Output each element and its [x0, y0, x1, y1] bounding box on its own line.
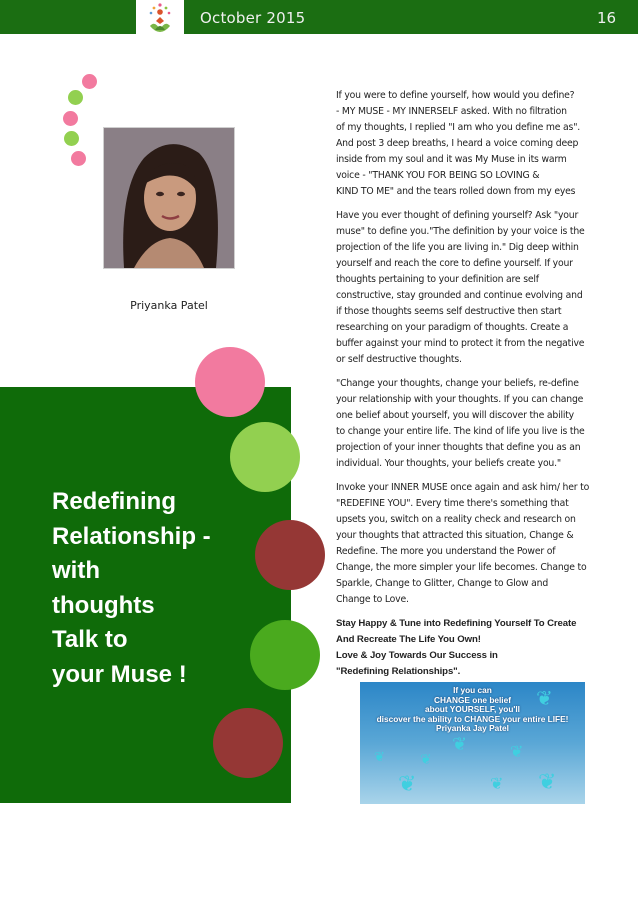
- photo-caption: Priyanka Patel: [130, 299, 208, 312]
- article-paragraph: "Change your thoughts, change your beliefs, re-define your relationship with your thoughts. If you can change one belief about yourself, you will discover the ability to change your entire life. The kind of life you live is the projection of your inner thoughts that define you as an individual. Your thoughts, your beliefs create you.": [336, 378, 585, 469]
- article-body: [336, 88, 613, 688]
- butterfly-icon: ❦: [510, 742, 524, 761]
- butterfly-icon: ❦: [452, 734, 468, 755]
- butterfly-icon: ❦: [398, 772, 417, 797]
- decorative-dot: [64, 131, 79, 146]
- page-number: 16: [597, 9, 617, 27]
- decorative-circle: [255, 520, 325, 590]
- decorative-circle: [213, 708, 283, 778]
- butterfly-icon: ❦: [538, 770, 557, 795]
- butterfly-icon: ❦: [490, 774, 504, 793]
- butterfly-icon: ❦: [420, 752, 432, 768]
- lotus-logo-icon: [136, 0, 184, 38]
- portrait-illustration: [104, 128, 234, 268]
- decorative-dot: [63, 111, 78, 126]
- article-paragraph: If you were to define yourself, how would you define? - MY MUSE - MY INNERSELF asked. With no filtration of my thoughts, I replied "I am who you define me as". And post 3 deep breaths, I heard a voice coming deep inside from my soul and it was My Muse in its warm voice - "THANK YOU FOR BEING SO LOVING & KIND TO ME" and the tears rolled down from my eyes: [336, 90, 581, 197]
- closing-message: Stay Happy & Tune into Redefining Yourself To Create And Recreate The Life You Own! Love & Joy Towards Our Success in "Redefining Relationships".: [336, 618, 577, 677]
- issue-date: October 2015: [200, 9, 306, 27]
- decorative-circle: [195, 347, 265, 417]
- butterfly-icon: ❦: [374, 750, 385, 765]
- decorative-dot: [82, 74, 97, 89]
- header-bar: [0, 0, 638, 34]
- decorative-circle: [250, 620, 320, 690]
- article-title: Redefining Relationship - with thoughts Talk to your Muse !: [52, 488, 211, 688]
- author-photo: [103, 127, 235, 269]
- quote-image-text: If you can CHANGE one belief about YOURSELF, you'll discover the ability to CHANGE your entire LIFE! Priyanka Jay Patel: [376, 685, 569, 734]
- article-paragraph: Have you ever thought of defining yourself? Ask "your muse" to define you."The definition by your voice is the projection of the life you are living in." Dig deep within yourself and reach the core to define yourself. If your thoughts pertaining to your definition are self constructive, stay grounded and continue evolving and if those thoughts seems self destructive then start researching on your paradigm of thoughts. Create a buffer against your mind to protect it from the negative or self destructive thoughts.: [336, 210, 585, 365]
- decorative-dot: [71, 151, 86, 166]
- decorative-circle: [230, 422, 300, 492]
- article-paragraph: Invoke your INNER MUSE once again and ask him/ her to "REDEFINE YOU". Every time there's something that upsets you, switch on a reality check and research on your thoughts that attracted this situation, Change & Redefine. The more you understand the Power of Change, the more simpler your life becomes. Change to Sparkle, Change to Glitter, Change to Glow and Change to Love.: [336, 482, 590, 605]
- butterfly-icon: ❦: [536, 686, 553, 710]
- quote-image: [360, 682, 585, 804]
- magazine-logo: [136, 0, 184, 38]
- decorative-dot: [68, 90, 83, 105]
